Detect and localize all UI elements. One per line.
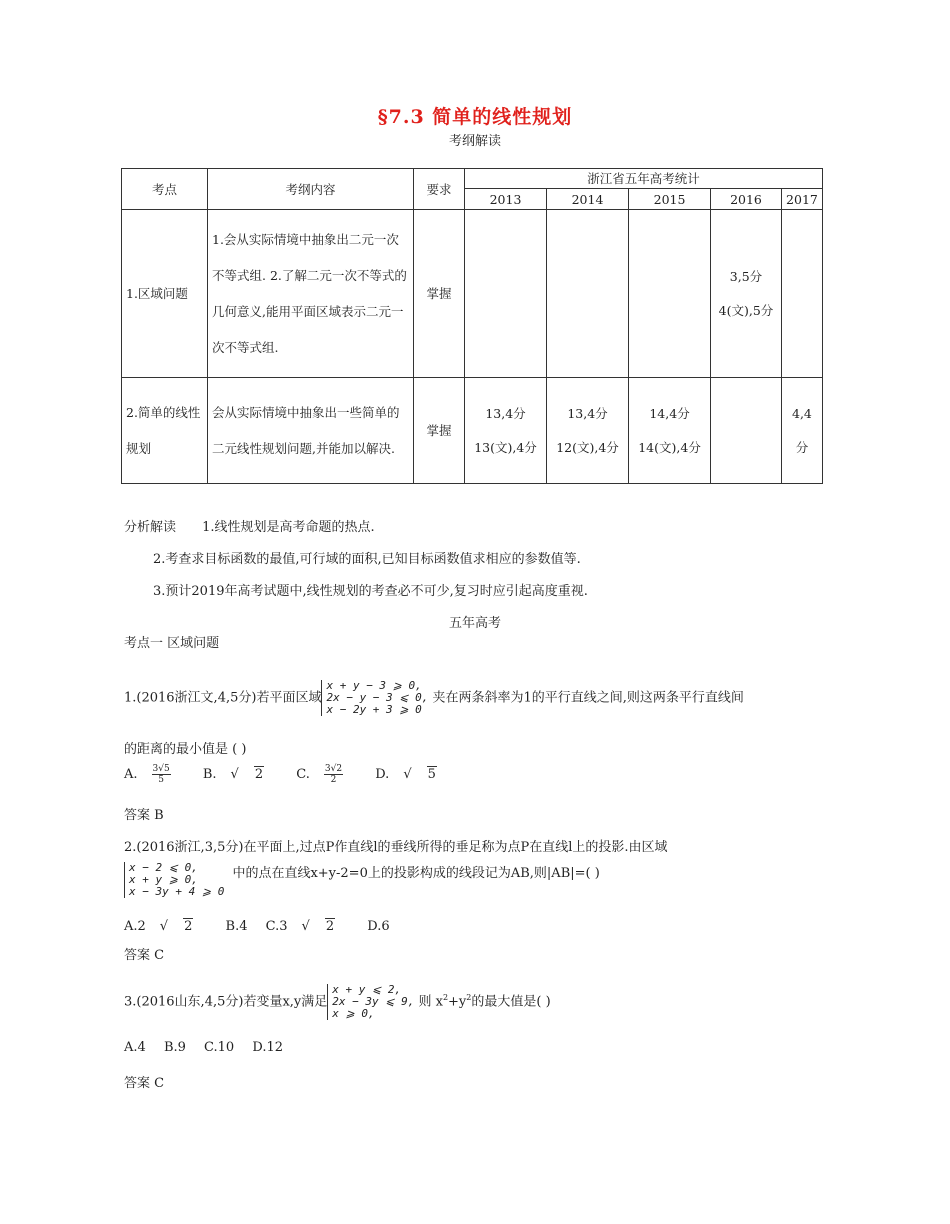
table-row xyxy=(122,378,823,484)
q1-prefix: 1.(2016浙江文,4,5分)若平面区域 xyxy=(124,690,322,706)
analysis-label: 分析解读 xyxy=(124,520,177,535)
row1-2013 xyxy=(465,210,547,378)
q3-choice-a: A.4 xyxy=(124,1040,146,1055)
q1-choice-b xyxy=(203,767,278,782)
row1-2015 xyxy=(629,210,711,378)
q1-choices xyxy=(124,764,465,785)
q3-ineq-3: x ⩾ 0, xyxy=(332,1007,375,1020)
analysis-line1 xyxy=(124,516,375,535)
q2-choices xyxy=(124,918,404,934)
year-2017: 2017 xyxy=(781,189,822,210)
q1-d-label: D. xyxy=(375,767,390,782)
question-1 xyxy=(124,680,744,716)
q1-b-val: 2 xyxy=(254,767,264,782)
q1-d-val: 5 xyxy=(427,767,436,782)
q1-system xyxy=(321,680,428,716)
section-title: 五年高考 xyxy=(448,616,501,631)
sqrt-icon: √ xyxy=(159,919,169,934)
sqrt-icon: √ xyxy=(230,767,239,782)
q2-line1: 2.(2016浙江,3,5分)在平面上,过点P作直线l的垂线所得的垂足称为点P在直线l上的投影.由区域 xyxy=(124,840,668,855)
q1-answer: 答案 B xyxy=(124,808,164,823)
syllabus-table xyxy=(121,168,823,484)
question-2-system-line xyxy=(124,862,600,898)
q3-suffix-c: 的最大值是( ) xyxy=(471,994,551,1010)
header-content: 考纲内容 xyxy=(208,169,414,210)
q3-ineq-1: x + y ⩽ 2, xyxy=(332,983,402,996)
q3-sup-2: 2 xyxy=(466,993,472,1003)
header-stats: 浙江省五年高考统计 xyxy=(465,169,823,189)
row1-2017 xyxy=(781,210,822,378)
analysis-point-2: 2.考查求目标函数的最值,可行域的面积,已知目标函数值求相应的参数值等. xyxy=(153,552,581,567)
row2-2013: 13,4分 13(文),4分 xyxy=(465,378,547,484)
q2-ineq-1: x − 2 ⩽ 0, xyxy=(129,861,198,874)
q1-ineq-2: 2x − y − 3 ⩽ 0, xyxy=(326,691,429,704)
q2-choice-b: B.4 xyxy=(225,919,248,934)
page-subtitle: 考纲解读 xyxy=(448,134,501,149)
row2-content: 会从实际情境中抽象出一些简单的二元线性规划问题,并能加以解决. xyxy=(208,378,414,484)
q1-a-num: 3√5 xyxy=(152,764,170,774)
row1-2014 xyxy=(547,210,629,378)
year-2014: 2014 xyxy=(547,189,629,210)
q3-prefix: 3.(2016山东,4,5分)若变量x,y满足 xyxy=(124,994,328,1010)
row2-2017: 4,4分 xyxy=(781,378,822,484)
q1-c-fraction xyxy=(324,764,343,785)
page-title: §7.3 简单的线性规划 xyxy=(377,106,573,128)
sqrt-icon: √ xyxy=(403,767,412,782)
sqrt-icon: √ xyxy=(301,919,310,934)
q3-choice-c: C.10 xyxy=(204,1040,235,1055)
q3-choice-d: D.12 xyxy=(252,1040,283,1055)
q2-a-label: A.2 xyxy=(124,919,146,934)
q1-choice-c xyxy=(296,764,357,785)
row2-requirement: 掌握 xyxy=(414,378,465,484)
q2-choice-d: D.6 xyxy=(367,919,390,934)
row2-2015: 14,4分 14(文),4分 xyxy=(629,378,711,484)
row2-2016 xyxy=(711,378,782,484)
table-row xyxy=(122,210,823,378)
q2-ineq-2: x + y ⩾ 0, xyxy=(129,873,198,886)
q1-choice-a xyxy=(124,764,185,785)
q3-sup-1: 2 xyxy=(442,993,449,1003)
analysis-point-3: 3.预计2019年高考试题中,线性规划的考查必不可少,复习时应引起高度重视. xyxy=(153,584,588,599)
q3-choice-b: B.9 xyxy=(163,1040,186,1055)
year-2015: 2015 xyxy=(629,189,711,210)
analysis-point-1: 1.线性规划是高考命题的热点. xyxy=(202,520,375,535)
q1-choice-d xyxy=(375,767,451,782)
q2-ineq-3: x − 3y + 4 ⩾ 0 xyxy=(129,885,225,898)
q2-answer: 答案 C xyxy=(124,948,165,963)
row2-2014: 13,4分 12(文),4分 xyxy=(547,378,629,484)
q1-c-den: 2 xyxy=(330,775,337,785)
q1-a-den: 5 xyxy=(158,775,164,785)
q1-ineq-3: x − 2y + 3 ⩾ 0 xyxy=(326,703,422,716)
header-kaodian: 考点 xyxy=(122,169,208,210)
year-2016: 2016 xyxy=(711,189,782,210)
q2-choice-c xyxy=(266,919,349,934)
q1-suffix: 夹在两条斜率为1的平行直线之间,则这两条平行直线间 xyxy=(432,690,744,706)
q1-b-label: B. xyxy=(202,767,217,782)
row1-kaodian: 1.区域问题 xyxy=(122,210,208,378)
q2-system xyxy=(124,862,224,898)
kaodian-heading: 考点一 区域问题 xyxy=(124,636,220,651)
q1-ineq-1: x + y − 3 ⩾ 0, xyxy=(326,679,422,692)
q2-c-label: C.3 xyxy=(265,919,288,934)
q2-c-val: 2 xyxy=(325,919,335,934)
q2-suffix: 中的点在直线x+y-2=0上的投影构成的线段记为AB,则|AB|=( ) xyxy=(232,866,600,881)
q3-ineq-2: 2x − 3y ⩽ 9, xyxy=(332,995,415,1008)
q2-a-val: 2 xyxy=(184,919,193,934)
q2-choice-a xyxy=(124,919,207,934)
row1-requirement: 掌握 xyxy=(414,210,465,378)
year-2013: 2013 xyxy=(465,189,547,210)
row1-content: 1.会从实际情境中抽象出二元一次不等式组. 2.了解二元一次不等式的几何意义,能用平面区域表示二元一次不等式组. xyxy=(208,210,414,378)
row2-kaodian: 2.简单的线性规划 xyxy=(122,378,208,484)
q3-suffix-b: +y xyxy=(448,994,467,1010)
q3-suffix-a: 则 x xyxy=(418,994,443,1010)
question-3 xyxy=(124,984,551,1020)
q1-a-fraction xyxy=(152,764,171,785)
q3-system xyxy=(327,984,414,1020)
q1-c-label: C. xyxy=(296,767,310,782)
q1-a-label: A. xyxy=(124,767,138,782)
q1-c-num: 3√2 xyxy=(324,764,343,774)
row1-2016: 3,5分 4(文),5分 xyxy=(711,210,782,378)
q3-answer: 答案 C xyxy=(124,1076,165,1091)
header-requirement: 要求 xyxy=(414,169,465,210)
q3-choices xyxy=(124,1040,297,1055)
q1-line2: 的距离的最小值是 ( ) xyxy=(124,742,247,757)
